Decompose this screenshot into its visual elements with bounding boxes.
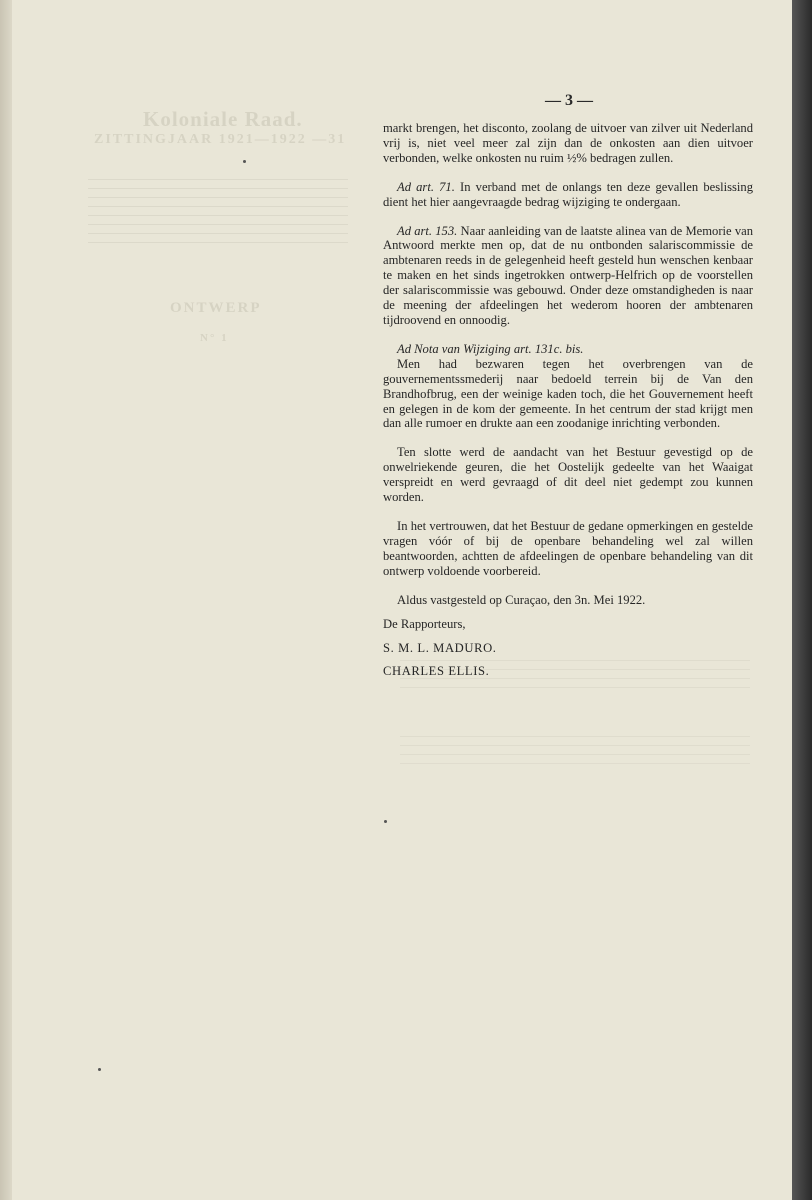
speck	[384, 820, 387, 823]
page-edge	[0, 0, 12, 1200]
paragraph-smederij: Men had bezwaren tegen het overbrengen van de gouvernementssmederij naar bedoeld terrein bij de Van den Brandhofbrug, een der weinige kaden toch, die het Gouvernement heeft en gelegen in de kom der gemeente. In het centrum der stad krijgt men dan alle rumoer en drukte aan een zoodanige inrichting verbonden.	[383, 356, 753, 431]
article-label: Ad art. 153.	[397, 223, 458, 238]
bleed-through-heading: ONTWERP	[170, 300, 262, 316]
signature-maduro: S. M. L. MADURO.	[383, 641, 497, 656]
paragraph-art-153	[383, 224, 753, 328]
nota-heading: Ad Nota van Wijziging art. 131c. bis.	[397, 341, 584, 356]
bleed-through-title: Koloniale Raad.	[143, 107, 303, 131]
article-text: Naar aanleiding van de laatste alinea van de Memorie van Antwoord merkte men op, dat de nu ontbonden salariscommissie de ambtenaren reeds in de gelegenheid heeft gesteld hun wenschen kenbaar te maken en het sinds ingetrokken ontwerp-Helfrich op de voorstellen der salariscommissie was gebouwd. Onder deze omstandigheden is naar de meening der afdeelingen het wederom hooren der ambtenaren tijdroovend en onnoodig.	[383, 223, 754, 327]
paragraph-vertrouwen: In het vertrouwen, dat het Bestuur de gedane opmerkingen en gestelde vragen vóór of bij de openbare behandeling wel zal willen beantwoorden, achtten de afdeelingen de openbare behandeling van dit ontwerp voldoende voorbereid.	[383, 518, 753, 578]
bleed-through-subtitle: ZITTINGJAAR 1921—1922 —31	[94, 132, 347, 147]
speck	[243, 160, 246, 163]
signature-ellis: CHARLES ELLIS.	[383, 664, 490, 679]
paragraph-waaigat: Ten slotte werd de aandacht van het Bestuur gevestigd op de onwelriekende geuren, die het Oostelijk gedeelte van het Waaigat verspreidt en werd gevraagd of dit deel niet gedempt zou kunnen worden.	[383, 445, 753, 505]
speck	[98, 1068, 101, 1071]
article-label: Ad art. 71.	[397, 179, 455, 194]
article-text: In verband met de onlangs ten deze gevallen beslissing dient het hier aangevraagde bedrag wijziging te ondergaan.	[383, 179, 753, 209]
adoption-statement: Aldus vastgesteld op Curaçao, den 3n. Mei 1922.	[397, 592, 646, 607]
paragraph-disconto: markt brengen, het disconto, zoolang de uitvoer van zilver uit Nederland vrij is, niet veel meer zal zijn dan de onkosten aan dien uitvoer verbonden, welke onkosten nu ruim ½% bedragen zullen.	[383, 121, 753, 165]
scan-border	[792, 0, 812, 1200]
paragraph-art-71	[383, 180, 753, 210]
bleed-through-subheading: N° 1	[200, 332, 229, 344]
document-body	[383, 121, 753, 679]
page-number: — 3 —	[545, 92, 593, 109]
bleed-through-block-1	[88, 175, 348, 275]
signatories-title: De Rapporteurs,	[383, 617, 466, 632]
